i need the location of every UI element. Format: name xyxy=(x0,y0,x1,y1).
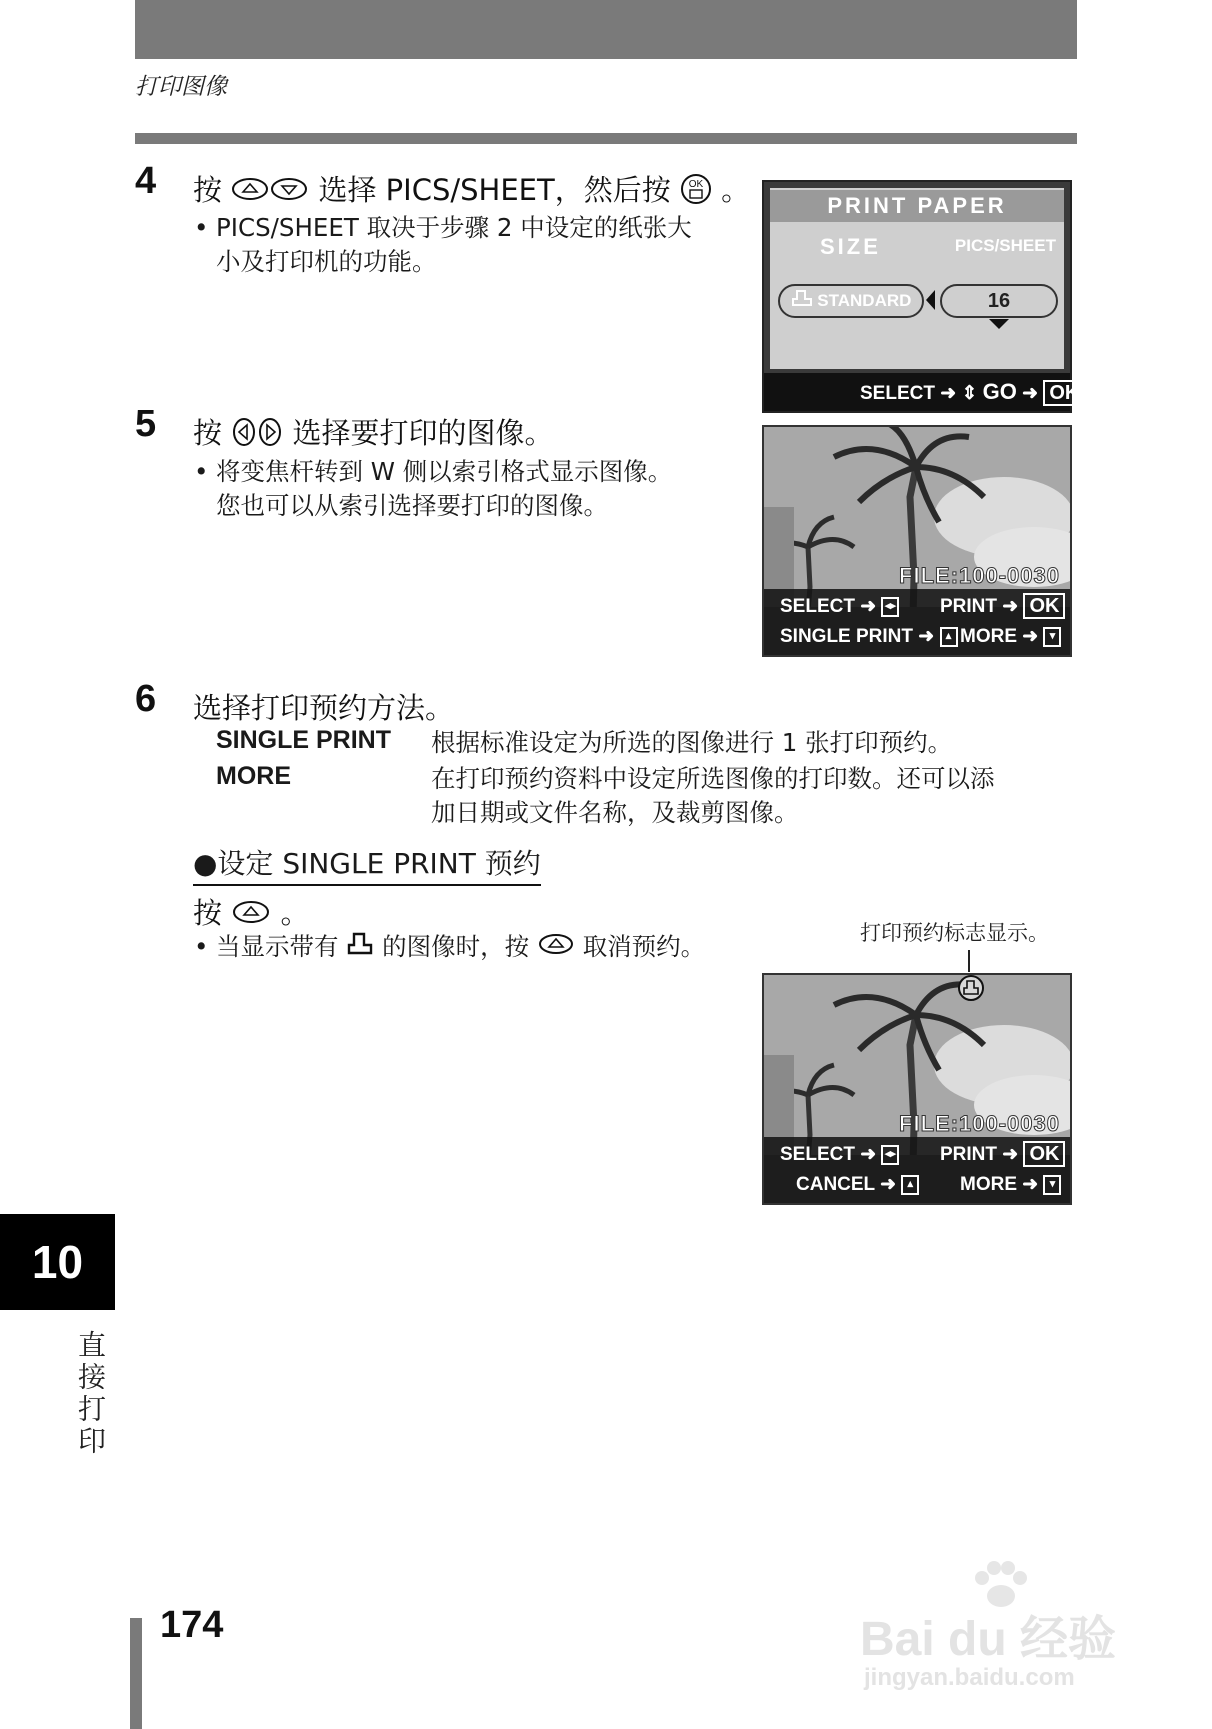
overlay-single-print xyxy=(780,625,958,648)
print-paper-panel xyxy=(770,188,1064,369)
footer-ok: OK xyxy=(1043,380,1085,406)
arrow-right-icon: ➜ xyxy=(1022,383,1039,404)
arrow-right-icon: ➜ xyxy=(1022,1174,1039,1195)
image-select-overlay xyxy=(764,589,1070,655)
option-desc-single-print: 根据标准设定为所选的图像进行 1 张打印预约。 xyxy=(431,728,953,757)
header-bar xyxy=(135,0,1077,59)
overlay-more xyxy=(960,625,1061,648)
step-4-title xyxy=(193,168,750,212)
arrow-right-icon: ➜ xyxy=(1002,596,1019,617)
step-4-bullet-line2: 小及打印机的功能。 xyxy=(216,247,437,276)
page-number: 174 xyxy=(160,1604,224,1646)
option-desc-more xyxy=(431,762,1081,830)
down-key-icon: ▾ xyxy=(1043,627,1061,647)
print-label: PRINT xyxy=(940,596,997,617)
step-6-number: 6 xyxy=(135,678,157,720)
overlay-select xyxy=(780,595,899,618)
single-print-overlay xyxy=(764,1137,1070,1203)
down-key-icon: ▾ xyxy=(1043,1175,1061,1195)
left-right-key-icon: ◂▸ xyxy=(881,1145,899,1165)
callout-line xyxy=(968,950,970,972)
callout-label: 打印预约标志显示。 xyxy=(860,921,1049,945)
print-paper-footer xyxy=(764,373,1080,411)
select-label: SELECT xyxy=(780,596,855,617)
ok-button-icon xyxy=(680,173,712,212)
step-5-title-rest: 选择要打印的图像。 xyxy=(292,416,554,450)
chapter-number-tab: 10 xyxy=(0,1214,115,1310)
press-prefix: 按 xyxy=(193,896,223,930)
arrow-right-icon: ➜ xyxy=(860,596,877,617)
header-rule xyxy=(135,133,1077,144)
step-4-title-mid: 选择 PICS/SHEET，然后按 xyxy=(318,173,671,207)
single-print-heading: ●设定 SINGLE PRINT 预约 xyxy=(193,842,541,886)
overlay-cancel xyxy=(796,1173,919,1196)
up-key-icon: ▴ xyxy=(901,1175,919,1195)
svg-text:OK: OK xyxy=(688,178,704,190)
step-4-number: 4 xyxy=(135,160,157,202)
single-print-press xyxy=(193,891,309,932)
ok-label: OK xyxy=(1023,1141,1065,1167)
standard-label: STANDARD xyxy=(817,291,912,310)
left-right-button-icon xyxy=(231,417,283,454)
option-term-more: MORE xyxy=(216,762,291,790)
pics-value: 16 xyxy=(940,284,1058,318)
footer-select-group xyxy=(860,373,1085,413)
ok-label: OK xyxy=(1023,593,1065,619)
press-end: 。 xyxy=(280,896,310,930)
option-desc-more-line1: 在打印预约资料中设定所选图像的打印数。还可以添 xyxy=(431,764,995,793)
step-5-title xyxy=(193,411,553,454)
arrow-right-icon: ➜ xyxy=(918,626,935,647)
select-label: SELECT xyxy=(780,1144,855,1165)
arrow-right-icon: ➜ xyxy=(1022,626,1039,647)
more-label: MORE xyxy=(960,626,1017,647)
print-reserve-icon xyxy=(346,931,374,965)
overlay-print xyxy=(940,1141,1065,1167)
up-down-selector-icon: ⇕ xyxy=(961,383,978,404)
overlay-more xyxy=(960,1173,1061,1196)
step-6-title: 选择打印预约方法。 xyxy=(193,691,455,725)
size-label: SIZE xyxy=(820,234,881,259)
bullet-part-a: 当显示带有 xyxy=(216,932,339,961)
step-5-title-prefix: 按 xyxy=(193,416,223,450)
bullet-part-b: 的图像时，按 xyxy=(382,932,530,961)
up-key-icon: ▴ xyxy=(940,627,958,647)
down-arrow-icon xyxy=(988,318,1010,330)
more-label: MORE xyxy=(960,1174,1017,1195)
step-4-title-end: 。 xyxy=(721,173,751,207)
chapter-title: 直接打印 xyxy=(74,1330,107,1458)
arrow-right-icon: ➜ xyxy=(940,383,957,404)
arrow-right-icon: ➜ xyxy=(880,1174,897,1195)
up-button-icon xyxy=(231,898,271,932)
step-5-bullet-line1: 将变焦杆转到 W 侧以索引格式显示图像。 xyxy=(216,457,673,486)
print-label: PRINT xyxy=(940,1144,997,1165)
overlay-print xyxy=(940,593,1065,619)
step-5-bullet-line2: 您也可以从索引选择要打印的图像。 xyxy=(216,491,608,520)
standard-option xyxy=(778,284,924,318)
left-arrow-icon xyxy=(924,288,936,312)
watermark-brand: Bai du 经验 xyxy=(860,1613,1117,1666)
print-reserve-mark-icon xyxy=(956,975,986,1005)
step-5-bullet: • 将变焦杆转到 W 侧以索引格式显示图像。 您也可以从索引选择要打印的图像。 xyxy=(216,455,756,523)
up-button-icon xyxy=(537,931,575,965)
footer-go: GO xyxy=(982,379,1017,404)
print-icon xyxy=(791,287,813,317)
footer-select: SELECT xyxy=(860,383,935,404)
option-desc-more-line2: 加日期或文件名称，及裁剪图像。 xyxy=(431,798,799,827)
section-title: 打印图像 xyxy=(135,74,227,100)
single-print-label: SINGLE PRINT xyxy=(780,626,914,647)
cancel-label: CANCEL xyxy=(796,1174,875,1195)
bullet-part-c: 取消预约。 xyxy=(582,932,706,961)
file-number: FILE:100-0030 xyxy=(899,563,1060,588)
print-paper-title: PRINT PAPER xyxy=(770,190,1064,222)
step-4-bullet-line1: PICS/SHEET 取决于步骤 2 中设定的纸张大 xyxy=(216,213,692,242)
arrow-right-icon: ➜ xyxy=(860,1144,877,1165)
page-number-bar xyxy=(130,1618,142,1729)
watermark-url: jingyan.baidu.com xyxy=(864,1664,1075,1691)
step-4-bullet: • PICS/SHEET 取决于步骤 2 中设定的纸张大 小及打印机的功能。 xyxy=(216,211,756,279)
pics-sheet-label: PICS/SHEET xyxy=(954,236,1056,255)
arrow-right-icon: ➜ xyxy=(1002,1144,1019,1165)
left-right-key-icon: ◂▸ xyxy=(881,597,899,617)
up-down-button-icon xyxy=(231,175,309,209)
single-print-bullet: • 当显示带有 的图像时，按 取消预约。 xyxy=(216,930,705,965)
step-4-title-prefix: 按 xyxy=(193,173,223,207)
overlay-select xyxy=(780,1143,899,1166)
file-number: FILE:100-0030 xyxy=(899,1111,1060,1136)
print-paper-screen xyxy=(762,180,1080,413)
option-term-single-print: SINGLE PRINT xyxy=(216,726,392,754)
step-5-number: 5 xyxy=(135,403,157,445)
single-print-screen xyxy=(762,973,1072,1205)
image-select-screen xyxy=(762,425,1072,657)
